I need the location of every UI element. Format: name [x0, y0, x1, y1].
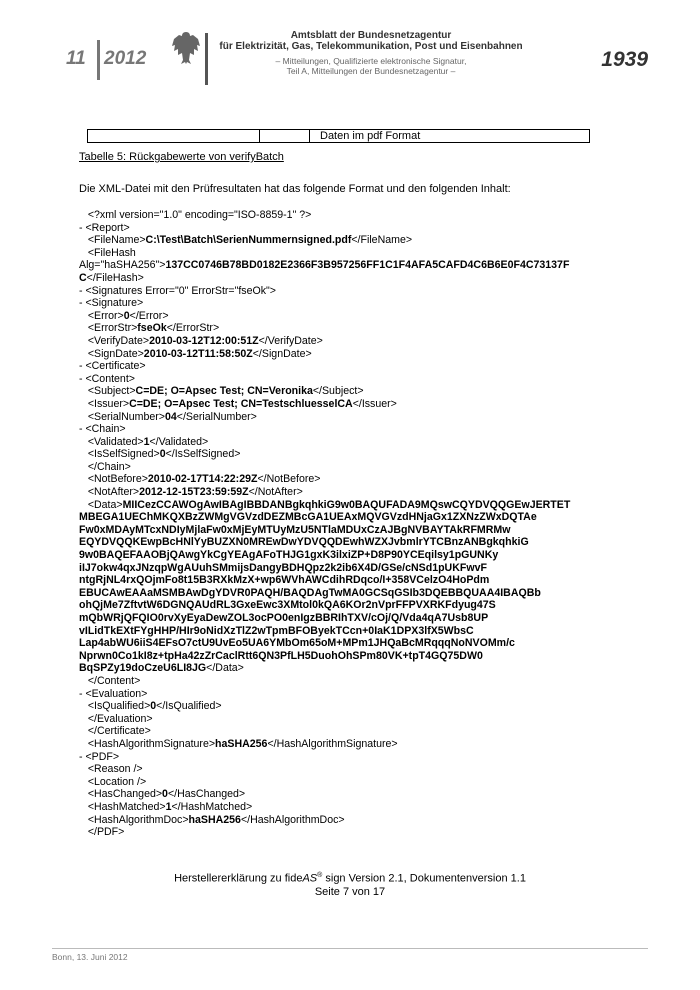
- xml-line-prefix: <Subject>: [79, 385, 136, 398]
- xml-line: [79, 411, 619, 424]
- xml-line: [79, 549, 619, 562]
- header-title-block: [216, 30, 526, 76]
- xml-line: [79, 423, 619, 436]
- xml-line: [79, 398, 619, 411]
- xml-line-value: BqSPZy19doCzeU6LI8JG: [79, 662, 207, 675]
- xml-line-suffix: </SignDate>: [252, 347, 312, 360]
- xml-line-value: haSHA256: [188, 813, 241, 826]
- document-footer-as: AS: [302, 872, 318, 885]
- xml-line: [79, 234, 619, 247]
- xml-line-suffix: </FileHash>: [86, 271, 144, 284]
- xml-line: [79, 436, 619, 449]
- xml-line: [79, 348, 619, 361]
- xml-line: [79, 700, 619, 713]
- xml-line-prefix: <Error>: [79, 309, 124, 322]
- document-footer-post: sign Version 2.1, Dokumentenversion 1.1: [322, 872, 526, 885]
- xml-line: [79, 650, 619, 663]
- xml-line-value: 0: [123, 309, 130, 322]
- xml-line-value: 0: [162, 788, 168, 801]
- xml-line: [79, 826, 619, 839]
- xml-line-prefix: <HashMatched>: [79, 800, 166, 813]
- xml-line-prefix: - <Report>: [79, 221, 130, 234]
- issue-year-number: 2012: [104, 48, 147, 69]
- xml-line: [79, 486, 619, 499]
- xml-line: [79, 751, 619, 764]
- footer-divider: [52, 948, 648, 949]
- xml-line: [79, 499, 619, 512]
- xml-line-suffix: </Issuer>: [352, 397, 397, 410]
- xml-line-prefix: <HasChanged>: [79, 788, 163, 801]
- xml-line-value: ntgRjNL4rxQOjmFo8t15B3RXkMzX+wp6WVhAWCdihRDqco/I+358VCelzO4HoPdm: [79, 574, 490, 587]
- xml-line-value: EBUCAwEAAaMSMBAwDgYDVR0PAQH/BAQDAgTwMA0GCSqGSIb3DQEBBQUAA4IBAQBb: [79, 586, 541, 599]
- xml-line: [79, 259, 619, 272]
- xml-line: [79, 322, 619, 335]
- xml-line-value: Nprwn0Co1kI8z+tpHa42zZrCaclRtt6QN3PfLH5DuohOhSPm80VK+tpT4GQ75DW0: [79, 649, 483, 662]
- table-row: [87, 129, 590, 143]
- xml-line-value: 9w0BAQEFAAOBjQAwgYkCgYEAgAFoTHJG1gxK3ilxiZP+D8P90YCEqilsy1pGUNKy: [79, 549, 499, 562]
- xml-line-suffix: </HasChanged>: [167, 788, 246, 801]
- header-subtitle-line-2: Teil A, Mitteilungen der Bundesnetzagentur –: [286, 66, 456, 76]
- xml-line-prefix: <HashAlgorithmSignature>: [79, 737, 216, 750]
- xml-line-suffix: </ErrorStr>: [166, 322, 220, 335]
- xml-line: [79, 637, 619, 650]
- xml-line: [79, 297, 619, 310]
- table-cell-2: [260, 130, 310, 142]
- xml-line: [79, 801, 619, 814]
- xml-line-suffix: </IsSelfSigned>: [165, 448, 241, 461]
- xml-line-value: haSHA256: [215, 737, 268, 750]
- page-number: 1939: [601, 48, 648, 71]
- xml-line-prefix: <Issuer>: [79, 397, 130, 410]
- xml-line-prefix: <FileName>: [79, 234, 146, 247]
- xml-line: [79, 335, 619, 348]
- xml-line: [79, 310, 619, 323]
- xml-line-value: MIICezCCAWOgAwIBAgIBBDANBgkqhkiG9w0BAQUFADA9MQswCQYDVQQGEwJERTET: [122, 498, 571, 511]
- federal-eagle-icon: [170, 30, 202, 66]
- xml-line: [79, 562, 619, 575]
- xml-line-suffix: </HashAlgorithmDoc>: [240, 813, 345, 826]
- footer-date: Bonn, 13. Juni 2012: [52, 952, 128, 962]
- xml-line-value: 137CC0746B78BD0182E2366F3B957256FF1C1F4AFA5CAFD4C6B6E0F4C73137F: [165, 259, 570, 272]
- xml-line: [79, 373, 619, 386]
- table-cell-3: Daten im pdf Format: [320, 130, 421, 142]
- xml-line-value: C=DE; O=Apsec Test; CN=TestschluesselCA: [129, 397, 353, 410]
- header-divider-2: [205, 33, 208, 85]
- xml-line-value: vILidTkEXtFYgHHP/HIr9oNidXzTlZ2wTpmBFOByekTCcn+0IaK1DPX3lfX5WbsC: [79, 624, 474, 637]
- xml-line: [79, 725, 619, 738]
- document-footer: [100, 869, 600, 899]
- xml-line: [79, 713, 619, 726]
- xml-line: [79, 675, 619, 688]
- xml-line: [79, 587, 619, 600]
- xml-line-prefix: - <PDF>: [79, 750, 120, 763]
- xml-line-prefix: <Reason />: [79, 763, 143, 776]
- xml-line-value: fseOk: [137, 322, 167, 335]
- intro-paragraph: Die XML-Datei mit den Prüfresultaten hat das folgende Format und den folgenden Inhalt:: [79, 183, 511, 195]
- xml-line-prefix: - <Content>: [79, 372, 135, 385]
- xml-line-value: 04: [164, 410, 177, 423]
- xml-line: [79, 574, 619, 587]
- xml-line-prefix: - <Signatures Error="0" ErrorStr="fseOk">: [79, 284, 276, 297]
- xml-line: [79, 814, 619, 827]
- xml-line-prefix: <SerialNumber>: [79, 410, 165, 423]
- xml-line: [79, 272, 619, 285]
- xml-line: [79, 612, 619, 625]
- xml-line: [79, 247, 619, 260]
- xml-line-prefix: <VerifyDate>: [79, 334, 150, 347]
- xml-line: [79, 473, 619, 486]
- xml-line: [79, 776, 619, 789]
- xml-line-prefix: Alg="haSHA256">: [79, 259, 166, 272]
- xml-line-prefix: <NotBefore>: [79, 473, 148, 486]
- xml-line-value: 0: [159, 448, 166, 461]
- header-divider: [97, 40, 100, 80]
- xml-line: [79, 461, 619, 474]
- issue-number: 11: [66, 48, 86, 69]
- xml-listing: [79, 209, 619, 839]
- xml-line-prefix: <IsQualified>: [79, 700, 151, 713]
- xml-line-value: iIJ7okw4qxJNzqpWgAUuhSMmijsDangyBDHQpz2k2ib6X4D/GSe/cNSd1pUKFwvF: [79, 561, 487, 574]
- xml-line-prefix: </Evaluation>: [79, 712, 153, 725]
- xml-line: [79, 738, 619, 751]
- xml-line-suffix: </NotBefore>: [257, 473, 321, 486]
- xml-line-prefix: <HashAlgorithmDoc>: [79, 813, 189, 826]
- xml-line-prefix: - <Evaluation>: [79, 687, 148, 700]
- xml-line-prefix: <Data>: [79, 498, 123, 511]
- xml-line-prefix: </Chain>: [79, 460, 131, 473]
- xml-line: [79, 524, 619, 537]
- xml-line: [79, 788, 619, 801]
- xml-line-suffix: </NotAfter>: [248, 486, 303, 499]
- xml-line-value: EQYDVQQKEwpBcHNlYyBUZXN0MREwDwYDVQQDEwhWZXJvbmlrYTCBnzANBgkqhkiG: [79, 536, 529, 549]
- xml-line: [79, 688, 619, 701]
- table-cell-1: [88, 130, 260, 142]
- xml-line-suffix: </Error>: [129, 309, 169, 322]
- xml-line: [79, 599, 619, 612]
- xml-line-value: 2010-03-12T12:00:51Z: [149, 334, 259, 347]
- xml-line: [79, 763, 619, 776]
- xml-line-suffix: </IsQualified>: [156, 700, 222, 713]
- xml-line-prefix: </Certificate>: [79, 725, 151, 738]
- xml-line-prefix: <Validated>: [79, 435, 144, 448]
- xml-line-prefix: <NotAfter>: [79, 486, 140, 499]
- xml-line: [79, 360, 619, 373]
- registered-mark: ®: [317, 872, 323, 879]
- xml-line-suffix: </HashMatched>: [171, 800, 253, 813]
- xml-line-value: Lap4abWU6iiS4EFsO7ctU9UvEo5UA6YMbOm65oM+MPm1JHQaBcMRqqqNoNVOMm/c: [79, 637, 515, 650]
- xml-line-value: 2010-02-17T14:22:29Z: [147, 473, 258, 486]
- header-title-line-2: für Elektrizität, Gas, Telekommunikation, Post und Eisenbahnen: [219, 41, 523, 52]
- xml-line: [79, 385, 619, 398]
- xml-line: [79, 511, 619, 524]
- xml-line: [79, 448, 619, 461]
- xml-line-value: 2012-12-15T23:59:59Z: [139, 486, 249, 499]
- header-subtitle-line-1: – Mitteilungen, Qualifizierte elektronische Signatur,: [275, 56, 467, 66]
- xml-line-prefix: - <Certificate>: [79, 360, 146, 373]
- xml-line-suffix: </Subject>: [312, 385, 364, 398]
- xml-line-prefix: - <Chain>: [79, 423, 126, 436]
- xml-line-prefix: <ErrorStr>: [79, 322, 138, 335]
- xml-line-value: C: [79, 271, 87, 284]
- xml-line-suffix: </FileName>: [351, 234, 413, 247]
- xml-line-suffix: </HashAlgorithmSignature>: [267, 737, 398, 750]
- document-footer-line: [100, 869, 600, 886]
- xml-line-value: Fw0xMDAyMTcxNDIyMjlaFw0xMjEyMTUyMzU5NTlaMDUxCzAJBgNVBAYTAkRFMRMw: [79, 523, 511, 536]
- xml-line-value: 0: [150, 700, 157, 713]
- xml-line-suffix: </Validated>: [149, 435, 209, 448]
- xml-line: [79, 536, 619, 549]
- xml-line: [79, 662, 619, 675]
- xml-line-value: 2010-03-12T11:58:50Z: [143, 347, 253, 360]
- xml-line: [79, 625, 619, 638]
- xml-line-prefix: <FileHash: [79, 246, 136, 259]
- xml-line-value: 1: [165, 800, 172, 813]
- xml-line-value: mQbWRjQFQIO0rvXyEyaDewZOL3ocPO0enIgzBBRIhTXV/cOj/Q/Vda4qA7Usb8UP: [79, 612, 489, 624]
- table-caption: Tabelle 5: Rückgabewerte von verifyBatch: [79, 151, 284, 163]
- xml-line-value: MBEGA1UEChMKQXBzZWMgVGVzdDEZMBcGA1UEAxMQVGVzdHNjaGx1ZXNzZWxDQTAe: [79, 511, 537, 524]
- xml-line-prefix: <?xml version="1.0" encoding="ISO-8859-1" ?>: [79, 209, 312, 221]
- xml-line: [79, 222, 619, 235]
- xml-line-prefix: <IsSelfSigned>: [79, 448, 160, 461]
- xml-line-value: 1: [143, 435, 150, 448]
- xml-line-value: C=DE; O=Apsec Test; CN=Veronika: [135, 385, 313, 398]
- xml-line-prefix: <SignDate>: [79, 347, 144, 360]
- xml-line-prefix: <Location />: [79, 775, 147, 788]
- xml-line: [79, 209, 619, 222]
- document-footer-pre: Herstellererklärung zu fide: [174, 872, 303, 885]
- document-footer-page: Seite 7 von 17: [314, 885, 386, 898]
- xml-line-value: C:\Test\Batch\SerienNummernsigned.pdf: [145, 234, 352, 247]
- xml-line-suffix: </Data>: [206, 662, 244, 675]
- xml-line-value: ohQjMe7ZftvtW6DGNQAUdRL3GxeEwc3XMtol0kQA6KOr2nVprFFPVXRKFdyug47S: [79, 599, 496, 612]
- xml-line-suffix: </VerifyDate>: [258, 334, 323, 347]
- xml-line-prefix: </PDF>: [79, 826, 125, 839]
- xml-line-prefix: </Content>: [79, 674, 141, 687]
- xml-line-prefix: - <Signature>: [79, 297, 144, 310]
- xml-line: [79, 285, 619, 298]
- xml-line-suffix: </SerialNumber>: [176, 410, 257, 423]
- header-title-line-1: Amtsblatt der Bundesnetzagentur: [290, 30, 452, 41]
